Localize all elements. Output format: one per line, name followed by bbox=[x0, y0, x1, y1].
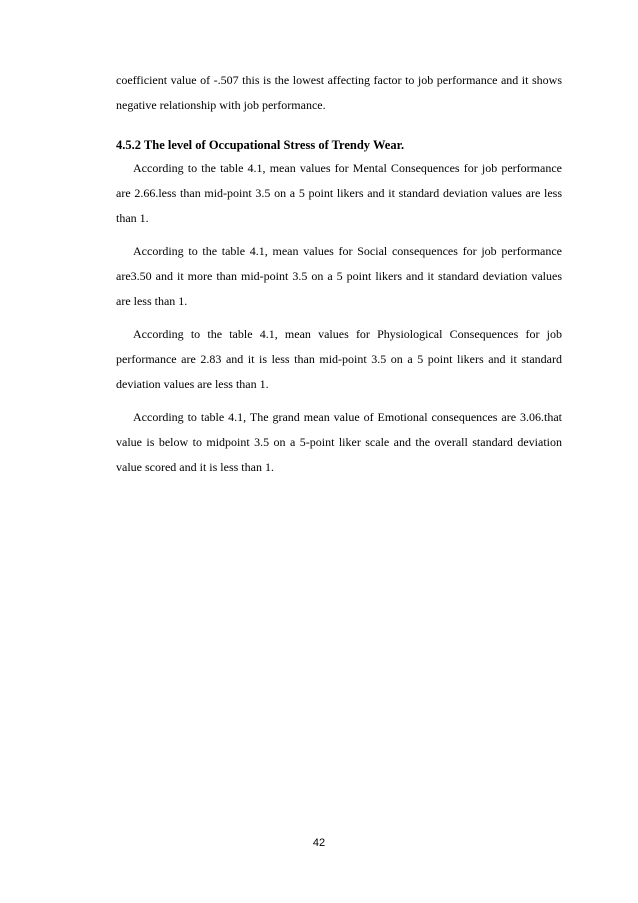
page-body bbox=[116, 68, 562, 480]
paragraph-physiological-consequences: According to the table 4.1, mean values for Physiological Consequences for job performance are 2.83 and it is less than mid-point 3.5 on a 5 point likers and it standard deviation values are less than 1. bbox=[116, 327, 562, 391]
section-heading: 4.5.2 The level of Occupational Stress of Trendy Wear. bbox=[116, 138, 405, 152]
intro-paragraph: coefficient value of -.507 this is the lowest affecting factor to job performance and it shows negative relationship with job performance. bbox=[116, 73, 562, 112]
paragraph-social-consequences: According to the table 4.1, mean values for Social consequences for job performance are3.50 and it more than mid-point 3.5 on a 5 point likers and it standard deviation values are less than 1. bbox=[116, 244, 562, 308]
paragraph-mental-consequences: According to the table 4.1, mean values for Mental Consequences for job performance are 2.66.less than mid-point 3.5 on a 5 point likers and it standard deviation values are less than 1. bbox=[116, 161, 562, 225]
paragraph-emotional-consequences: According to table 4.1, The grand mean value of Emotional consequences are 3.06.that value is below to midpoint 3.5 on a 5-point liker scale and the overall standard deviation value scored and it is less than 1. bbox=[116, 410, 562, 474]
page-number: 42 bbox=[312, 837, 326, 849]
